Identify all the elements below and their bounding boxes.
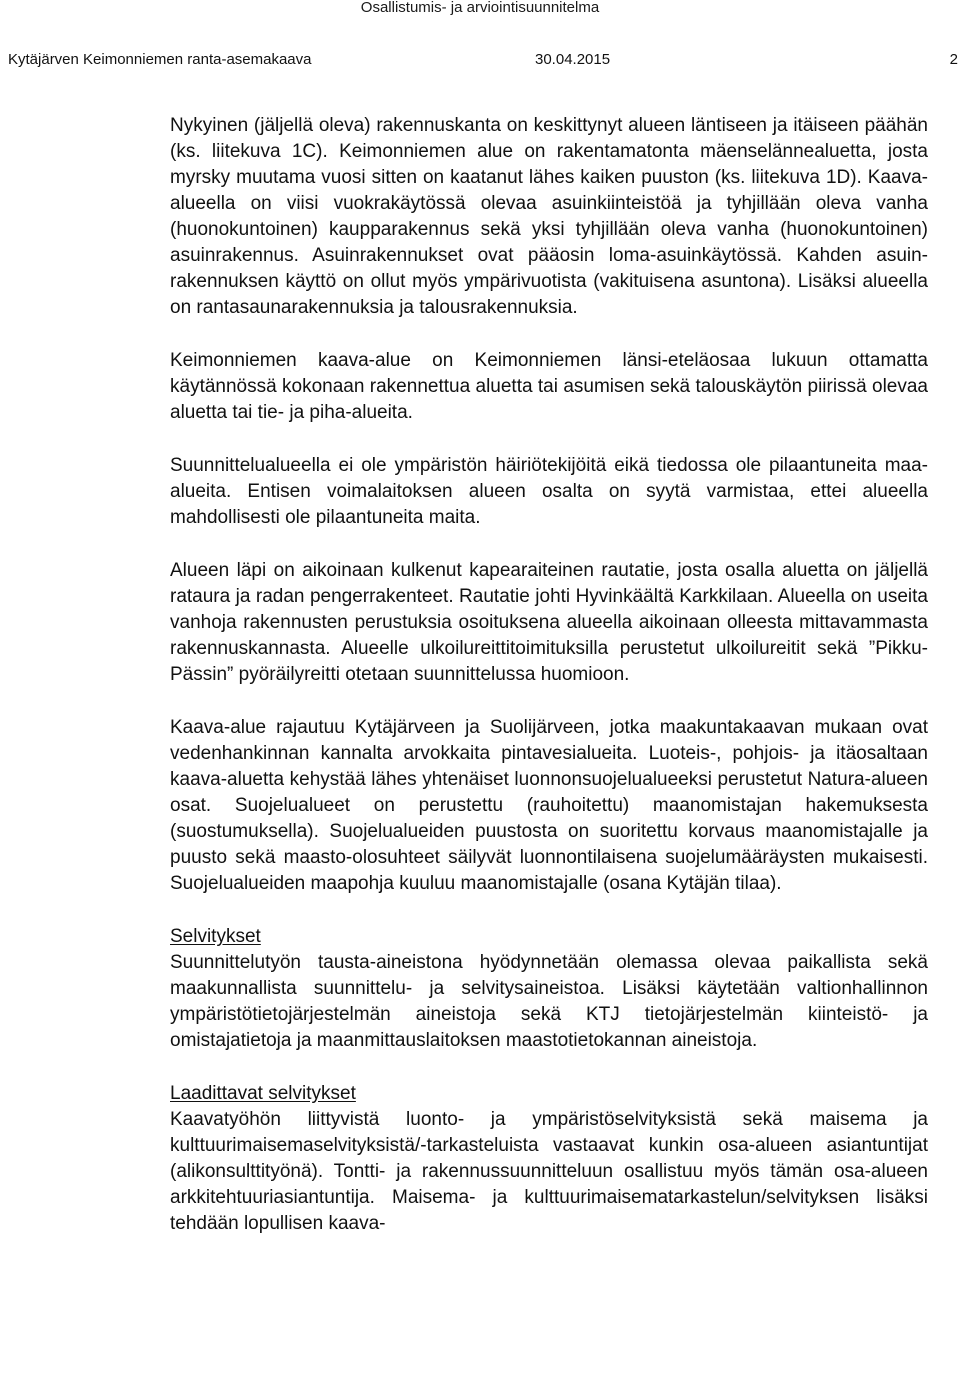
heading-laadittavat-selvitykset: Laadittavat selvitykset xyxy=(170,1083,356,1104)
paragraph-selvitykset: Suunnittelutyön tausta-aineistona hyödynnetään olemassa olevaa paikallista sekä maakunnallista suunnittelu- ja selvitysaineistoa. Lisäksi käytetään valtionhallinnon ympäristötietojärjestelmän aineistoja sekä KTJ tietojärjestelmän kiinteistö- ja omistajatietoja ja maanmittauslaitoksen maastotietokannan aineistoja. xyxy=(170,952,928,1051)
section-selvitykset xyxy=(170,924,928,1054)
project-name: Kytäjärven Keimonniemen ranta-asemakaava xyxy=(8,51,312,68)
paragraph-conservation: Kaava-alue rajautuu Kytäjärveen ja Suolijärveen, jotka maakuntakaavan mukaan ovat vedenhankinnan kannalta arvokkaita pintavesialueita. Luoteis-, pohjois- ja itäosaltaan kaava-aluetta kehystää lähes yhtenäiset luonnonsuojelualueeksi perustetut Natura-alueen osat. Suojelualueet on perustettu (rauhoitettu) maanomistajan hakemuksesta (suostumuksella). Suojelualueiden puustosta on suoritettu korvaus maanomistajalle ja puusto sekä maasto-olosuhteet säilyvät luonnontilaisena suojelumääräysten mukaisesti. Suojelualueiden maapohja kuuluu maanomistajalle (osana Kytäjän tilaa). xyxy=(170,717,928,894)
document-title: Osallistumis- ja arviointisuunnitelma xyxy=(360,0,600,16)
paragraph-laadittavat-selvitykset: Kaavatyöhön liittyvistä luonto- ja ympäristöselvityksistä sekä maisema ja kulttuurimaisemaselvityksistä/-tarkasteluista vastaavat kunkin osa-alueen asiantuntijat (alikonsulttityönä). Tontti- ja rakennussuunnitteluun osallistuu myös tämän osa-alueen arkkitehtuuriasiantuntija. Maisema- ja kulttuurimaisematarkastelun/selvityksen lisäksi tehdään lopullisen kaava- xyxy=(170,1109,928,1234)
header-date: 30.04.2015 xyxy=(535,51,611,68)
page-number: 2 xyxy=(949,51,958,68)
section-laadittavat-selvitykset xyxy=(170,1081,928,1237)
paragraph-railway: Alueen läpi on aikoinaan kulkenut kapearaiteinen rautatie, josta osalla aluetta on jäljellä rataura ja radan pengerrakenteet. Rautatie johti Hyvinkäältä Karkkilaan. Alueella on useita vanhoja rakennusten perustuksia osoituksena alueella aikoinaan olleesta mittavammasta rakennuskannasta. Alueelle ulkoilureittitoimituksilla perustetut ulkoilureitit sekä ”Pikku-Pässin” pyöräilyreitti otetaan suunnittelussa huomioon. xyxy=(170,560,928,685)
page-header xyxy=(8,50,958,70)
paragraph-contamination: Suunnittelualueella ei ole ympäristön häiriötekijöitä eikä tiedossa ole pilaantuneita maa-alueita. Entisen voimalaitoksen alueen osalta on syytä varmistaa, ettei alueella mahdollisesti ole pilaantuneita maita. xyxy=(170,455,928,528)
document-body xyxy=(170,113,928,1237)
paragraph-plan-area: Keimonniemen kaava-alue on Keimonniemen länsi-eteläosaa lukuun ottamatta käytännössä kokonaan rakennettua aluetta tai asumisen sekä talouskäytön piirissä olevaa aluetta tai tie- ja piha-alueita. xyxy=(170,350,928,423)
paragraph-building-stock: Nykyinen (jäljellä oleva) rakennuskanta on keskittynyt alueen läntiseen ja itäiseen päähän (ks. liitekuva 1C). Keimonniemen alue on rakentamatonta mäenselännealuetta, josta myrsky muutama vuosi sitten on kaatanut lähes kaiken puuston (ks. liitekuva 1D). Kaava-alueella on viisi vuokrakäytössä olevaa asuinkiinteistöä ja tyhjillään oleva vanha (huonokuntoinen) kaupparakennus sekä yksi tyhjillään oleva vanha (huonokuntoinen) asuinrakennus. Asuinrakennukset ovat pääosin loma-asuinkäytössä. Kahden asuinrakennuksen käyttö on ollut myös ympärivuotista (vakituisena asuntona). Lisäksi alueella on rantasaunarakennuksia ja talousrakennuksia. xyxy=(170,115,928,318)
heading-selvitykset: Selvitykset xyxy=(170,926,261,947)
